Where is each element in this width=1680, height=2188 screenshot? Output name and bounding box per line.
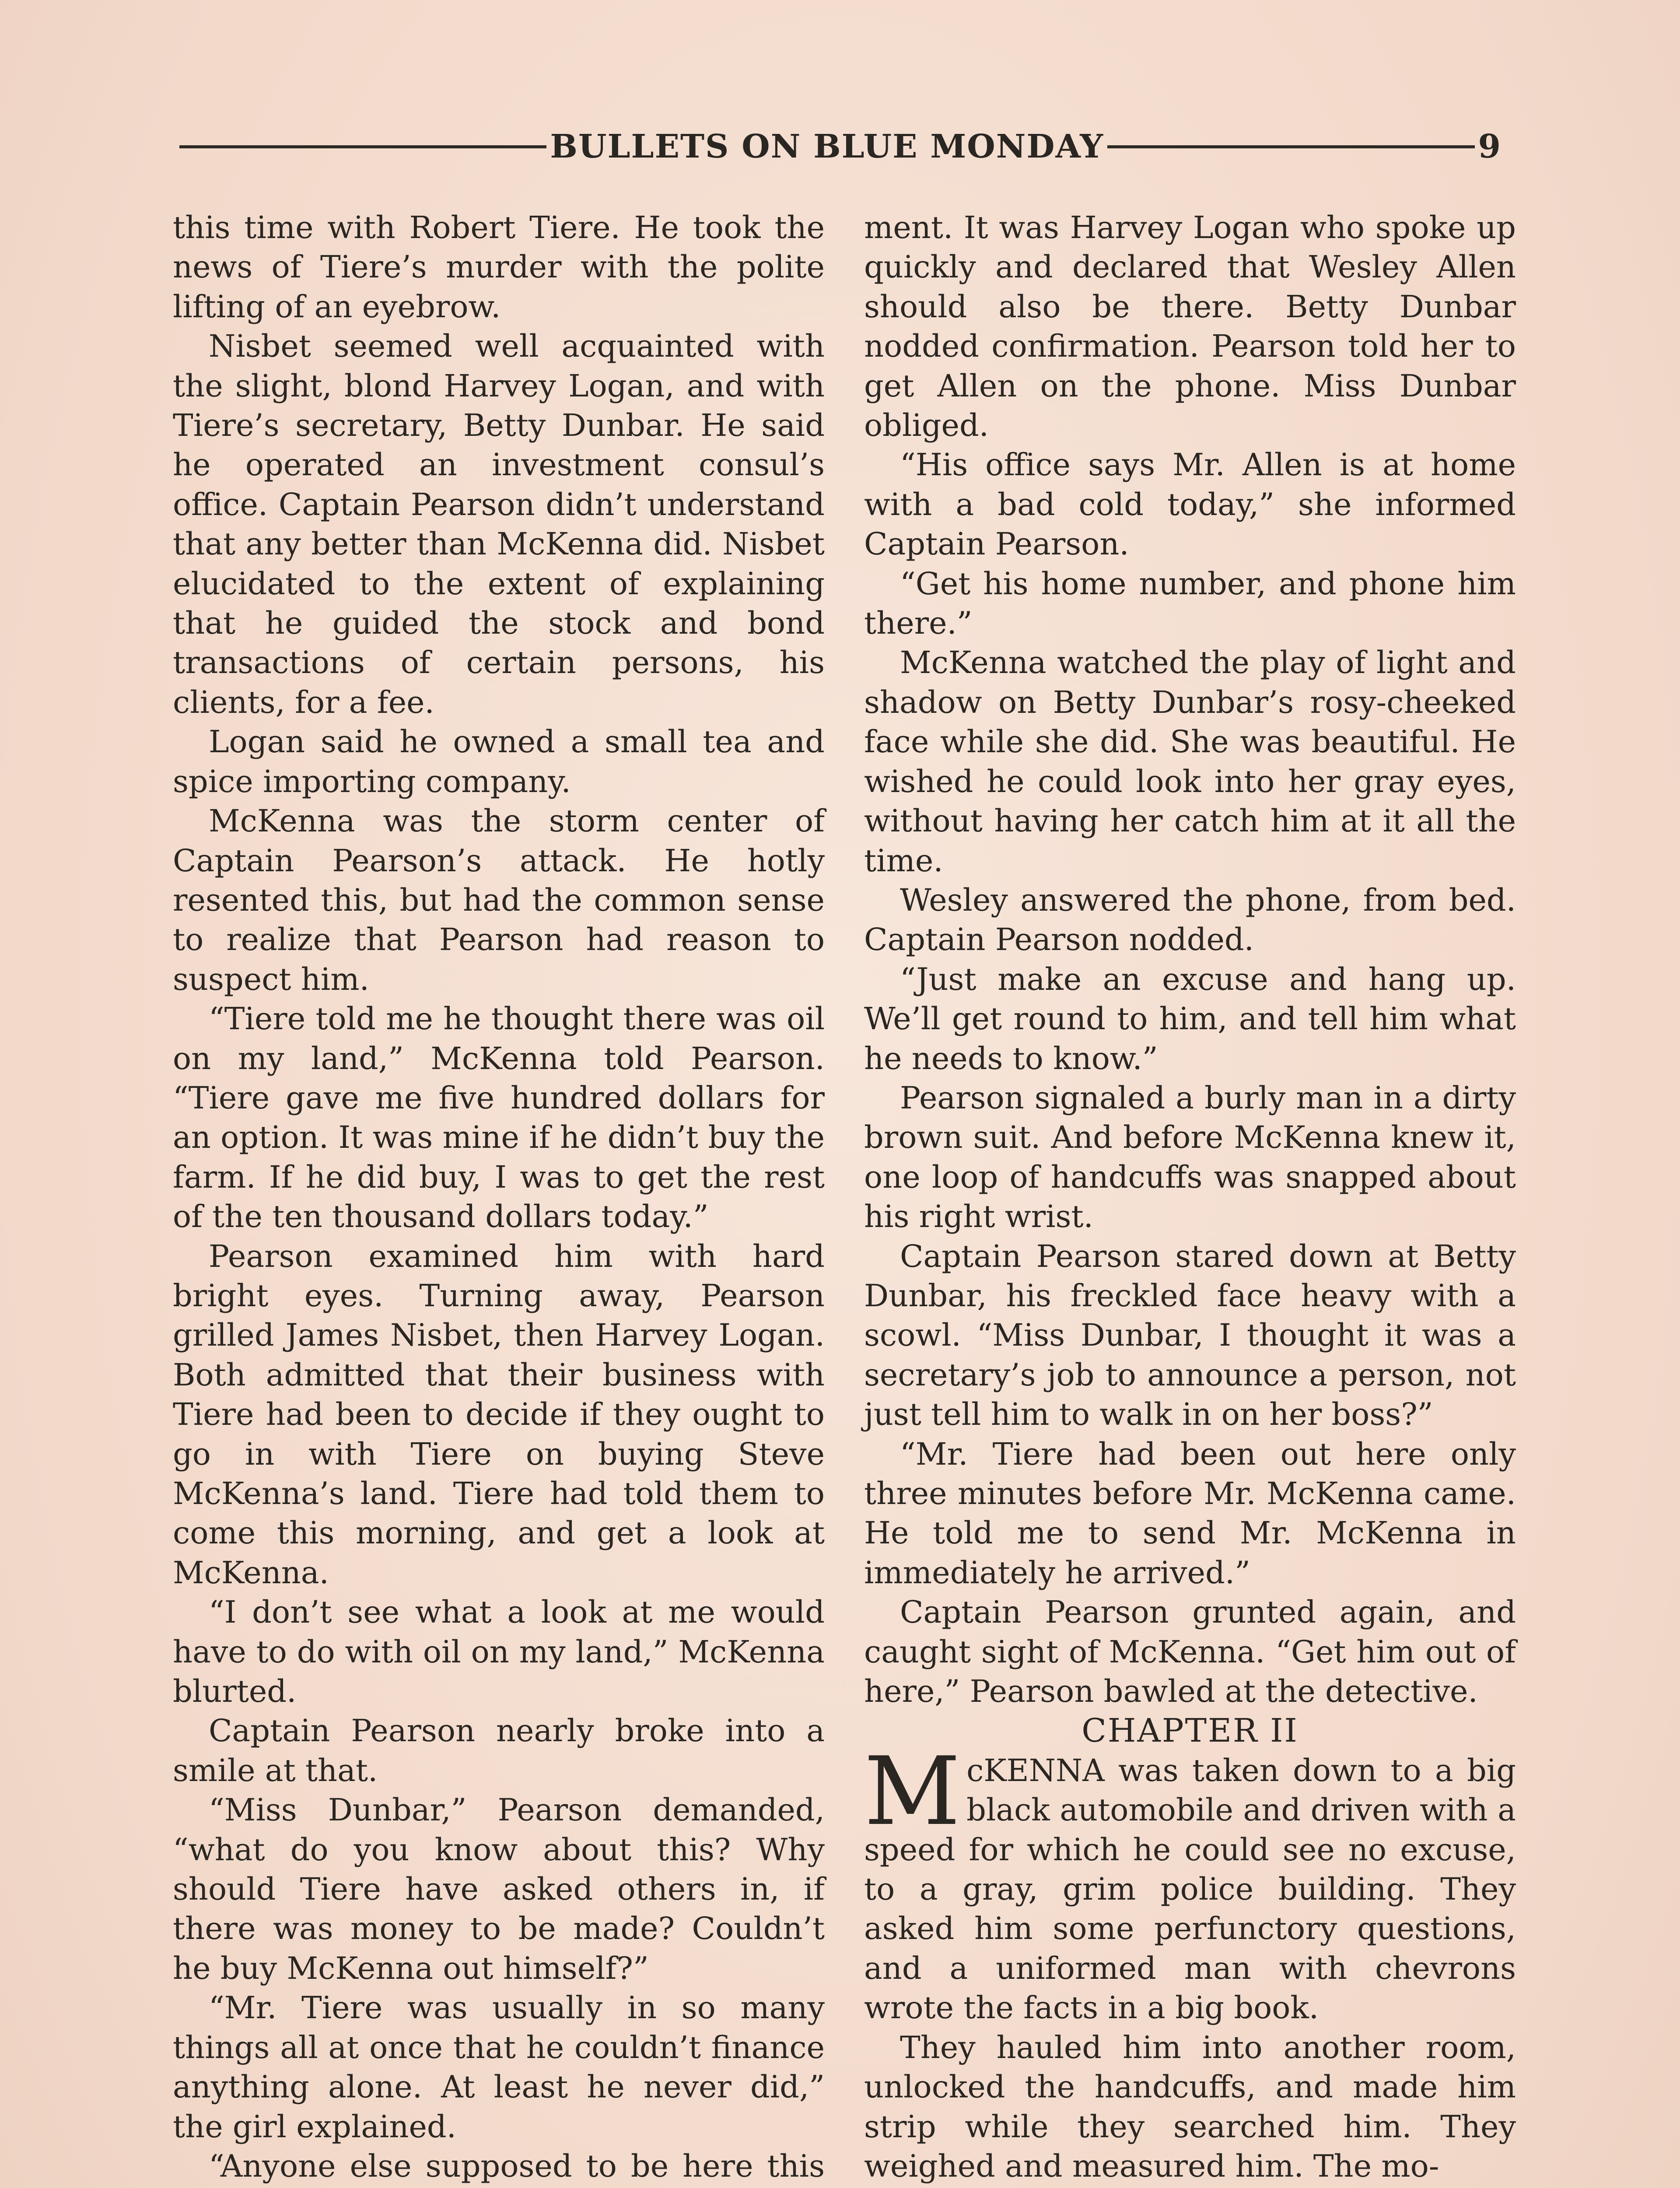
paragraph: Logan said he owned a small tea and spice importing company. bbox=[173, 724, 825, 799]
running-header bbox=[179, 127, 1501, 166]
paragraph: this time with Robert Tiere. He took the news of Tiere’s murder with the polite lifting of an eyebrow. bbox=[173, 210, 825, 325]
header-rule-left bbox=[179, 145, 546, 148]
left-column bbox=[173, 208, 825, 2188]
paragraph: McKenna was the storm center of Captain Pearson’s attack. He hotly resented this, but had the common sense to realize that Pearson had reason to suspect him. bbox=[173, 803, 825, 997]
header-rule-right bbox=[1107, 145, 1474, 148]
paragraph: They hauled him into another room, unlocked the handcuffs, and made him strip while they searched him. They weighed and measured him. The mo- bbox=[864, 2029, 1516, 2184]
paragraph: Pearson examined him with hard bright eyes. Turning away, Pearson grilled James Nisbet, then Harvey Logan. Both admitted that their business with Tiere had been to decide if they ought to go in with Tiere on buying Steve McKenna’s land. Tiere had told them to come this morning, and get a look at McKenna. bbox=[173, 1238, 825, 1591]
paragraph: McKenna watched the play of light and shadow on Betty Dunbar’s rosy-cheeked face while she did. She was beautiful. He wished he could look into her gray eyes, without having her catch him at it all the time. bbox=[864, 645, 1516, 879]
paragraph: “Mr. Tiere had been out here only three minutes before Mr. McKenna came. He told me to send Mr. McKenna in immediately he arrived.” bbox=[864, 1436, 1516, 1591]
paragraph: “I don’t see what a look at me would have to do with oil on my land,” McKenna blurted. bbox=[173, 1594, 825, 1710]
chapter-heading: CHAPTER II bbox=[1082, 1712, 1298, 1750]
paragraph: ment. It was Harvey Logan who spoke up quickly and declared that Wesley Allen should also be there. Betty Dunbar nodded confirmation. Pearson told her to get Allen on the phone. Miss Dunbar obliged. bbox=[864, 210, 1516, 444]
paragraph: “Tiere told me he thought there was oil on my land,” McKenna told Pearson. “Tiere gave me five hundred dollars for an option. It was mine if he didn’t buy the farm. If he did buy, I was to get the rest of the ten thousand dollars today.” bbox=[173, 1001, 825, 1235]
paragraph: “His office says Mr. Allen is at home with a bad cold today,” she informed Captain Pearson. bbox=[864, 447, 1516, 562]
drop-cap: M bbox=[864, 1736, 961, 1846]
right-column bbox=[864, 208, 1516, 2186]
paragraph: Wesley answered the phone, from bed. Captain Pearson nodded. bbox=[864, 882, 1516, 958]
paragraph: Captain Pearson nearly broke into a smile at that. bbox=[173, 1713, 825, 1788]
paragraph: “Get his home number, and phone him there.” bbox=[864, 565, 1516, 642]
paragraph: “Mr. Tiere was usually in so many things all at once that he couldn’t finance anything alone. At least he never did,” the girl explained. bbox=[173, 1990, 825, 2145]
page-number: 9 bbox=[1478, 128, 1501, 165]
paragraph: “Anyone else supposed to be here this bbox=[209, 2148, 825, 2184]
paragraph: Pearson signaled a burly man in a dirty brown suit. And before McKenna knew it, one loop of handcuffs was snapped about his right wrist. bbox=[864, 1080, 1516, 1235]
chapter-first-paragraph bbox=[864, 1736, 1516, 2028]
paragraph: “Just make an excuse and hang up. We’ll get round to him, and tell him what he needs to know.” bbox=[864, 961, 1516, 1076]
paragraph: “Miss Dunbar,” Pearson demanded, “what do you know about this? Why should Tiere have asked others in, if there was money to be made? Couldn’t he buy McKenna out himself?” bbox=[173, 1792, 825, 1986]
chapter-first-paragraph-text: cKENNA was taken down to a big black automobile and driven with a speed for which he could see no excuse, to a gray, grim police building. They asked him some perfunctory questions, and a uniformed man with chevrons wrote the facts in a big book. bbox=[864, 1752, 1516, 2026]
paragraph: Nisbet seemed well acquainted with the slight, blond Harvey Logan, and with Tiere’s secretary, Betty Dunbar. He said he operated an investment consul’s office. Captain Pearson didn’t understand that any better than McKenna did. Nisbet elucidated to the extent of explaining that he guided the stock and bond transactions of certain persons, his clients, for a fee. bbox=[173, 328, 825, 720]
running-title: BULLETS ON BLUE MONDAY bbox=[550, 128, 1104, 165]
paragraph: Captain Pearson stared down at Betty Dunbar, his freckled face heavy with a scowl. “Miss Dunbar, I thought it was a secretary’s job to announce a person, not just tell him to walk in on her boss?” bbox=[864, 1238, 1516, 1433]
paragraph: Captain Pearson grunted again, and caught sight of McKenna. “Get him out of here,” Pearson bawled at the detective. bbox=[864, 1594, 1516, 1710]
